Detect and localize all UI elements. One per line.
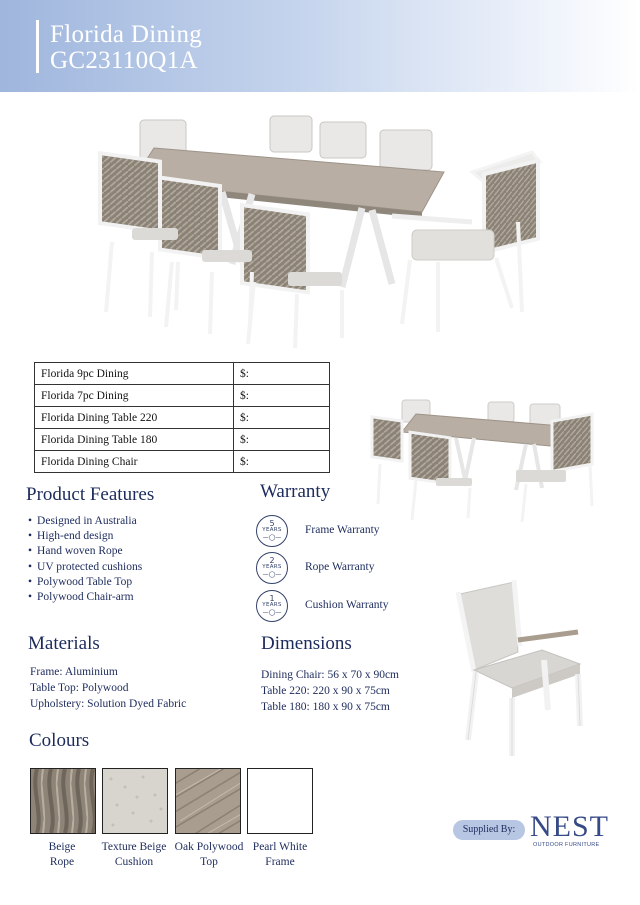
table-cell-price: $: — [234, 451, 330, 473]
table-row — [35, 363, 330, 385]
warranty-years-icon: 1 YEARS —◯— — [256, 590, 288, 622]
dimensions-text — [261, 667, 399, 715]
dimensions-line: Dining Chair: 56 x 70 x 90cm — [261, 669, 399, 681]
table-cell-name: Florida 7pc Dining — [35, 385, 234, 407]
table-cell-price: $: — [234, 429, 330, 451]
brand-tagline: OUTDOOR FURNITURE — [533, 842, 600, 848]
warranty-label: Cushion Warranty — [305, 599, 389, 611]
table-row — [35, 451, 330, 473]
swatch-caption: Texture Beige Cushion — [101, 841, 167, 868]
dimensions-line: Table 220: 220 x 90 x 75cm — [261, 685, 390, 697]
shield-icon: —◯— — [262, 571, 282, 578]
supplied-by-pill: Supplied By: — [453, 820, 525, 840]
features-list — [28, 514, 142, 605]
shield-icon: —◯— — [262, 609, 282, 616]
warranty-label: Frame Warranty — [305, 524, 380, 536]
header-divider — [36, 20, 39, 73]
materials-heading: Materials — [28, 633, 100, 654]
swatch-pearl-white — [247, 768, 313, 834]
warranty-row-rope — [256, 552, 456, 586]
list-item: • Designed in Australia — [28, 514, 142, 529]
table-row — [35, 407, 330, 429]
product-title: Florida Dining — [50, 21, 203, 48]
list-item: • Polywood Table Top — [28, 575, 142, 590]
price-table — [34, 362, 330, 473]
table-cell-price: $: — [234, 385, 330, 407]
warranty-heading: Warranty — [260, 481, 331, 502]
header-banner — [0, 0, 640, 92]
table-cell-name: Florida Dining Chair — [35, 451, 234, 473]
warranty-row-cushion — [256, 590, 456, 624]
product-code: GC23110Q1A — [50, 47, 198, 74]
table-row — [35, 385, 330, 407]
warranty-years-icon: 2 YEARS —◯— — [256, 552, 288, 584]
dimensions-line: Table 180: 180 x 90 x 75cm — [261, 701, 390, 713]
materials-line: Upholstery: Solution Dyed Fabric — [30, 698, 187, 710]
swatch-caption: Beige Rope — [48, 841, 76, 868]
table-cell-name: Florida 9pc Dining — [35, 363, 234, 385]
swatch-caption: Pearl White Frame — [252, 841, 308, 868]
list-item: • UV protected cushions — [28, 560, 142, 575]
shield-icon: —◯— — [262, 534, 282, 541]
dimensions-heading: Dimensions — [261, 633, 352, 654]
warranty-row-frame — [256, 515, 456, 549]
list-item: • High-end design — [28, 529, 142, 544]
table-row — [35, 429, 330, 451]
table-cell-price: $: — [234, 407, 330, 429]
list-item: • Hand woven Rope — [28, 544, 142, 559]
hero-dining-set-image — [92, 112, 552, 352]
colours-heading: Colours — [29, 730, 90, 751]
swatch-texture-beige — [102, 768, 168, 834]
swatch-caption: Oak Polywood Top — [174, 841, 244, 868]
table-cell-name: Florida Dining Table 180 — [35, 429, 234, 451]
warranty-label: Rope Warranty — [305, 561, 375, 573]
table-cell-name: Florida Dining Table 220 — [35, 407, 234, 429]
materials-text — [30, 664, 186, 712]
seven-piece-set-image — [366, 394, 612, 524]
brand-logo: NEST — [530, 810, 609, 843]
materials-line: Table Top: Polywood — [30, 682, 129, 694]
table-cell-price: $: — [234, 363, 330, 385]
swatch-beige-rope — [30, 768, 96, 834]
list-item: • Polywood Chair-arm — [28, 590, 142, 605]
dining-chair-image — [448, 580, 596, 766]
features-heading: Product Features — [26, 484, 155, 505]
swatch-oak-polywood — [175, 768, 241, 834]
materials-line: Frame: Aluminium — [30, 666, 118, 678]
warranty-years-icon: 5 YEARS —◯— — [256, 515, 288, 547]
